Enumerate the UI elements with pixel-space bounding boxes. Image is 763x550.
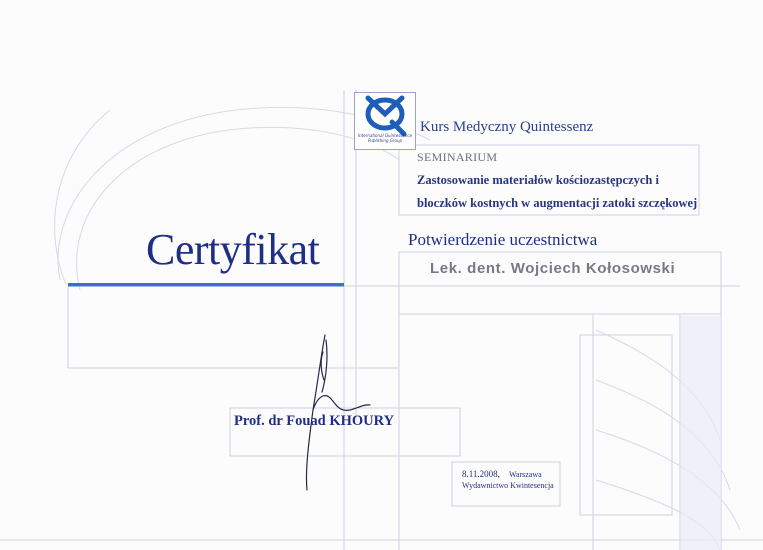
publisher-name: Wydawnictwo Kwintesencja (462, 481, 554, 490)
certificate-title: Certyfikat (146, 225, 320, 274)
participant-name: Lek. dent. Wojciech Kołosowski (430, 260, 676, 277)
seminar-label: SEMINARIUM (417, 150, 498, 164)
issue-date: 8.11.2008, (462, 469, 500, 479)
brand-name: Kurs Medyczny Quintessenz (420, 119, 594, 135)
confirmation-text: Potwierdzenie uczestnictwa (408, 230, 598, 249)
issue-city: Warszawa (509, 470, 542, 479)
signatory-name: Prof. dr Fouad KHOURY (234, 413, 395, 429)
course-title-line-2: bloczków kostnych w augmentacji zatoki szczękowej (417, 196, 698, 210)
course-title-line-1: Zastosowanie materiałów kościozastępczych i (417, 173, 659, 187)
logo-caption: International Quintessence Publishing Group (357, 133, 413, 143)
